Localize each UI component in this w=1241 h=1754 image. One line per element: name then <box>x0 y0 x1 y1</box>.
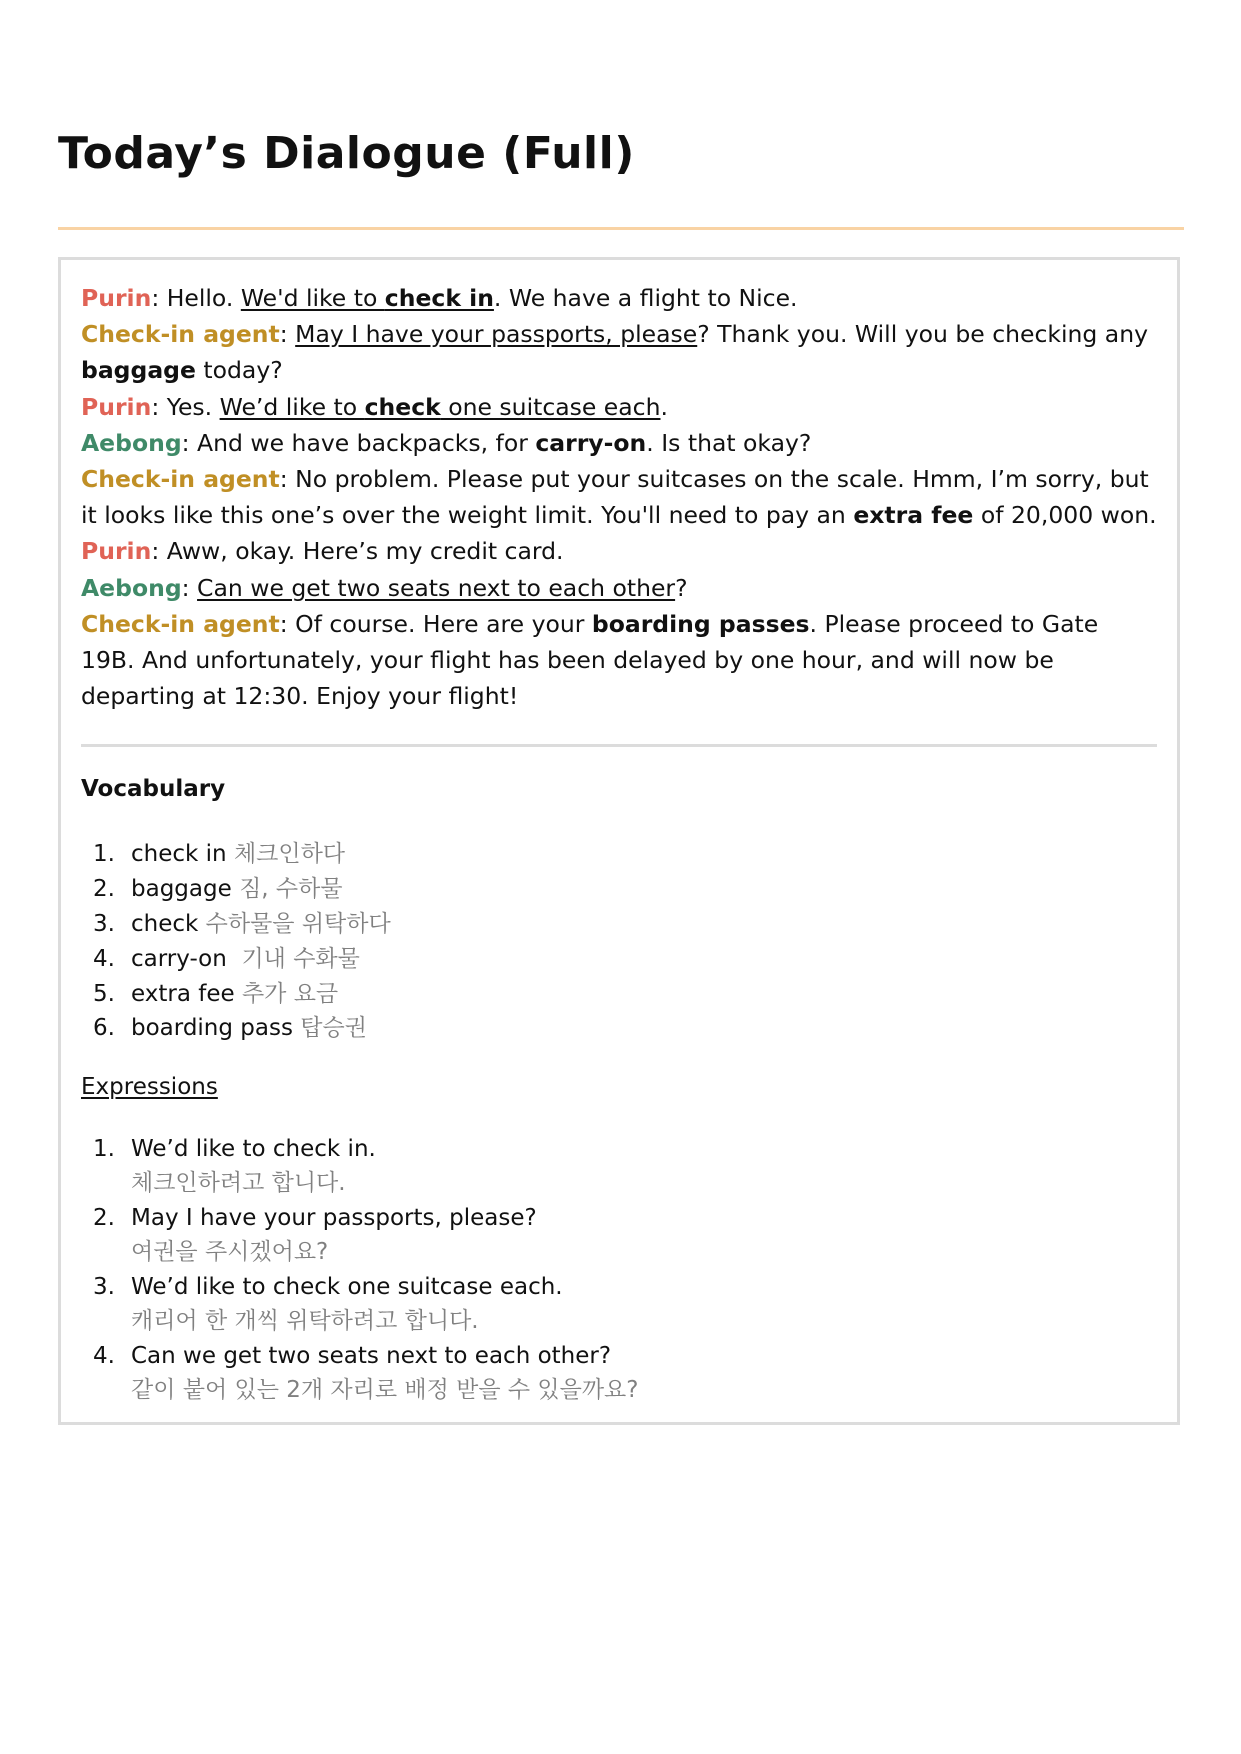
dialogue-line <box>81 533 1157 569</box>
item-number: 3. <box>93 911 115 938</box>
item-number: 1. <box>93 841 115 868</box>
vocabulary-item <box>81 907 1157 942</box>
item-number: 4. <box>93 1343 115 1370</box>
dialogue-text: : Yes. <box>151 392 220 421</box>
dialogue-keyword: check <box>364 392 441 421</box>
item-number: 5. <box>93 980 115 1007</box>
vocab-english: baggage <box>131 876 240 903</box>
dialogue-expression-text: one suitcase each <box>440 392 661 421</box>
dialogue-expression-text: We’d like to <box>219 392 365 421</box>
speaker-agent: Check-in agent <box>81 609 280 638</box>
expression-item <box>81 1201 1157 1269</box>
vocab-korean: 탑승권 <box>300 1015 367 1042</box>
item-number: 1. <box>93 1136 115 1163</box>
expression-english: We’d like to check one suitcase each. <box>131 1274 563 1301</box>
expression-item <box>81 1132 1157 1200</box>
speaker-aebong: Aebong <box>81 573 182 602</box>
vocab-korean: 짐, 수하물 <box>239 876 343 903</box>
card-content <box>81 280 1157 1408</box>
item-number: 4. <box>93 945 115 972</box>
expression-korean: 캐리어 한 개씩 위탁하려고 합니다. <box>131 1308 479 1335</box>
dialogue-expression: May I have your passports, please <box>295 320 698 349</box>
vocabulary-item <box>81 872 1157 907</box>
vocab-korean: 수하물을 위탁하다 <box>205 911 391 938</box>
item-number: 2. <box>93 1205 115 1232</box>
vocab-english: extra fee <box>131 980 242 1007</box>
dialogue-text: today? <box>195 356 283 385</box>
dialogue-colon: : <box>181 573 198 602</box>
dialogue-keyword: extra fee <box>853 501 974 530</box>
vocab-english: check <box>131 911 206 938</box>
dialogue <box>81 280 1157 714</box>
expressions-list <box>81 1132 1157 1407</box>
dialogue-keyword: carry-on <box>535 428 647 457</box>
dialogue-text: . Please proceed to Gate 19B. And unfortunately, your flight has been delayed by one hour, and will now be departing at 12:30. Enjoy your flight! <box>81 609 1099 711</box>
dialogue-text: of 20,000 won. <box>973 501 1157 530</box>
dialogue-expression <box>220 393 661 421</box>
expression-english: May I have your passports, please? <box>131 1205 537 1232</box>
dialogue-text: ? Thank you. Will you be checking any <box>697 320 1149 349</box>
dialogue-text: . <box>660 392 668 421</box>
dialogue-expression <box>241 284 494 312</box>
expression-item <box>81 1339 1157 1407</box>
page-title: Today’s Dialogue (Full) <box>58 128 635 179</box>
vocabulary-item <box>81 977 1157 1012</box>
vocab-korean: 기내 수화물 <box>241 945 360 972</box>
dialogue-keyword: check in <box>384 284 494 312</box>
expression-korean: 체크인하려고 합니다. <box>131 1170 346 1197</box>
dialogue-text: : Of course. Here are your <box>279 609 592 638</box>
dialogue-text: . Is that okay? <box>646 428 812 457</box>
dialogue-colon: : <box>279 320 296 349</box>
item-number: 6. <box>93 1015 115 1042</box>
dialogue-line <box>81 425 1157 461</box>
dialogue-text: : And we have backpacks, for <box>181 428 536 457</box>
speaker-aebong: Aebong <box>81 428 182 457</box>
speaker-purin: Purin <box>81 392 152 421</box>
vocab-korean: 체크인하다 <box>233 841 346 868</box>
vocabulary-item <box>81 1011 1157 1046</box>
vocabulary-item <box>81 837 1157 872</box>
dialogue-text: ? <box>675 573 688 602</box>
dialogue-card <box>58 257 1180 1425</box>
dialogue-line <box>81 570 1157 606</box>
vocab-english: check in <box>131 841 234 868</box>
vocab-korean: 추가 요금 <box>241 980 339 1007</box>
title-divider <box>58 227 1184 230</box>
vocabulary-heading: Vocabulary <box>81 776 226 803</box>
speaker-agent: Check-in agent <box>81 320 280 349</box>
expression-english: Can we get two seats next to each other? <box>131 1343 612 1370</box>
vocabulary-item <box>81 942 1157 977</box>
dialogue-line <box>81 316 1157 388</box>
speaker-agent: Check-in agent <box>81 465 280 494</box>
dialogue-expression-text: We'd like to <box>240 284 385 312</box>
vocab-english: boarding pass <box>131 1015 301 1042</box>
dialogue-line <box>81 389 1157 425</box>
dialogue-keyword: boarding passes <box>591 609 810 638</box>
dialogue-keyword: baggage <box>81 356 196 385</box>
expressions-heading: Expressions <box>81 1074 218 1101</box>
dialogue-text: : Aww, okay. Here’s my credit card. <box>151 537 564 566</box>
dialogue-text: : Hello. <box>151 284 241 312</box>
vocab-english: carry-on <box>131 945 242 972</box>
dialogue-text: . We have a flight to Nice. <box>493 284 798 312</box>
dialogue-line <box>81 606 1157 715</box>
item-number: 2. <box>93 876 115 903</box>
dialogue-line <box>81 280 1157 316</box>
expression-item <box>81 1270 1157 1338</box>
speaker-purin: Purin <box>81 284 152 312</box>
dialogue-text: : No problem. Please put your suitcases on the scale. Hmm, I’m sorry, but it looks like this one’s over the weight limit. You'll need to pay an <box>81 465 1149 530</box>
dialogue-line <box>81 461 1157 533</box>
vocabulary-list <box>81 837 1157 1046</box>
expression-english: We’d like to check in. <box>131 1136 376 1163</box>
expression-korean: 같이 붙어 있는 2개 자리로 배정 받을 수 있을까요? <box>131 1377 639 1404</box>
speaker-purin: Purin <box>81 537 152 566</box>
section-divider <box>81 744 1157 747</box>
expression-korean: 여권을 주시겠어요? <box>131 1239 329 1266</box>
dialogue-expression: Can we get two seats next to each other <box>197 573 676 602</box>
item-number: 3. <box>93 1274 115 1301</box>
